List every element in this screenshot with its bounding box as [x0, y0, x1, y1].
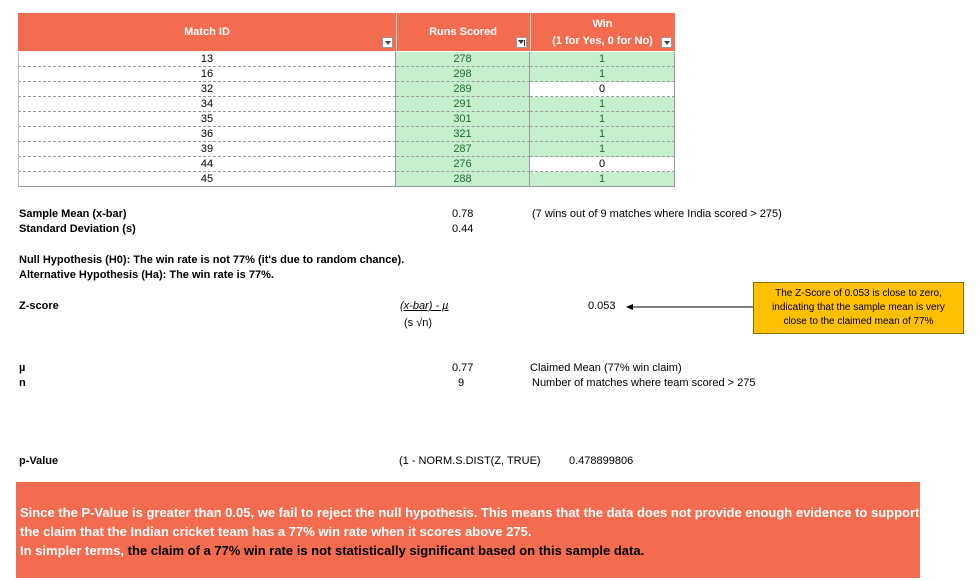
header-match-id[interactable]	[18, 13, 396, 51]
cell-win[interactable]: 1	[530, 52, 675, 67]
callout-line: close to the claimed mean of 77%	[783, 316, 934, 327]
filter-dropdown-icon[interactable]	[382, 37, 393, 48]
z-score-label: Z-score	[19, 300, 59, 312]
null-hypothesis: Null Hypothesis (H0): The win rate is not 77% (it's due to random chance).	[19, 254, 405, 266]
cell-win[interactable]: 1	[530, 97, 675, 112]
conclusion-line: the claim that the Indian cricket team has a 77% win rate when it scores above 275.	[20, 524, 532, 539]
mu-note: Claimed Mean (77% win claim)	[530, 362, 682, 374]
z-formula-numerator: (x-bar) - µ	[400, 300, 449, 312]
alternative-hypothesis: Alternative Hypothesis (Ha): The win rate is 77%.	[19, 269, 274, 281]
conclusion-line: Since the P-Value is greater than 0.05, we fail to reject the null hypothesis. This means that the data does not provide enough evidence to support	[20, 505, 920, 520]
sample-mean-note: (7 wins out of 9 matches where India scored > 275)	[532, 208, 782, 220]
table-row	[18, 82, 675, 97]
header-win-sublabel: (1 for Yes, 0 for No)	[552, 35, 653, 47]
std-dev-label: Standard Deviation (s)	[19, 223, 136, 235]
std-dev-value[interactable]: 0.44	[452, 223, 474, 235]
cell-match-id[interactable]: 32	[18, 82, 396, 97]
cell-runs[interactable]: 289	[396, 82, 530, 97]
header-match-id-label: Match ID	[184, 26, 230, 38]
z-score-value[interactable]: 0.053	[588, 300, 616, 312]
p-value-label: p-Value	[19, 455, 59, 467]
cell-runs[interactable]: 276	[396, 157, 530, 172]
cell-match-id[interactable]: 13	[18, 52, 396, 67]
cell-match-id[interactable]: 44	[18, 157, 396, 172]
table-row	[18, 127, 675, 142]
table-row	[18, 67, 675, 82]
mu-value[interactable]: 0.77	[452, 362, 474, 374]
conclusion-prefix: In simpler terms,	[20, 543, 128, 558]
n-note: Number of matches where team scored > 275	[532, 377, 756, 389]
active-filter-icon[interactable]	[516, 37, 527, 48]
z-score-callout	[753, 282, 964, 334]
cell-win[interactable]: 0	[530, 157, 675, 172]
cell-match-id[interactable]: 34	[18, 97, 396, 112]
callout-line: indicating that the sample mean is very	[772, 302, 945, 313]
cell-match-id[interactable]: 35	[18, 112, 396, 127]
cell-runs[interactable]: 278	[396, 52, 530, 67]
header-win-label: Win	[592, 18, 613, 30]
header-runs-scored[interactable]	[396, 13, 530, 51]
cell-win[interactable]: 1	[530, 142, 675, 157]
cell-win[interactable]: 0	[530, 82, 675, 97]
callout-line: The Z-Score of 0.053 is close to zero,	[775, 288, 942, 299]
n-label: n	[19, 377, 26, 389]
conclusion-emphasis: the claim of a 77% win rate is not statistically significant based on this sample data.	[127, 543, 645, 558]
cell-match-id[interactable]: 39	[18, 142, 396, 157]
conclusion-line	[20, 541, 920, 560]
p-value-formula: (1 - NORM.S.DIST(Z, TRUE)	[399, 455, 541, 467]
p-value-value[interactable]: 0.478899806	[569, 455, 634, 467]
column-divider	[530, 13, 531, 51]
z-formula-denominator: (s √n)	[404, 317, 433, 329]
cell-runs[interactable]: 298	[396, 67, 530, 82]
cell-match-id[interactable]: 16	[18, 67, 396, 82]
header-win[interactable]	[530, 13, 675, 51]
cell-win[interactable]: 1	[530, 112, 675, 127]
cell-runs[interactable]: 291	[396, 97, 530, 112]
cell-win[interactable]: 1	[530, 172, 675, 187]
cell-match-id[interactable]: 36	[18, 127, 396, 142]
cell-runs[interactable]: 287	[396, 142, 530, 157]
table-row	[18, 112, 675, 127]
sample-mean-value[interactable]: 0.78	[452, 208, 474, 220]
mu-label: µ	[19, 362, 26, 374]
column-divider	[396, 13, 397, 51]
n-value[interactable]: 9	[458, 377, 465, 389]
cell-win[interactable]: 1	[530, 67, 675, 82]
cell-runs[interactable]: 321	[396, 127, 530, 142]
sample-mean-label: Sample Mean (x-bar)	[19, 208, 127, 220]
arrow-left-icon	[626, 302, 754, 312]
filter-dropdown-icon[interactable]	[661, 37, 672, 48]
conclusion-box	[16, 482, 920, 578]
table-row	[18, 157, 675, 172]
table-row	[18, 142, 675, 157]
cell-win[interactable]: 1	[530, 127, 675, 142]
cell-match-id[interactable]: 45	[18, 172, 396, 187]
table-row	[18, 97, 675, 112]
header-runs-scored-label: Runs Scored	[429, 26, 497, 38]
cell-runs[interactable]: 288	[396, 172, 530, 187]
table-row	[18, 52, 675, 67]
table-row	[18, 172, 675, 187]
cell-runs[interactable]: 301	[396, 112, 530, 127]
